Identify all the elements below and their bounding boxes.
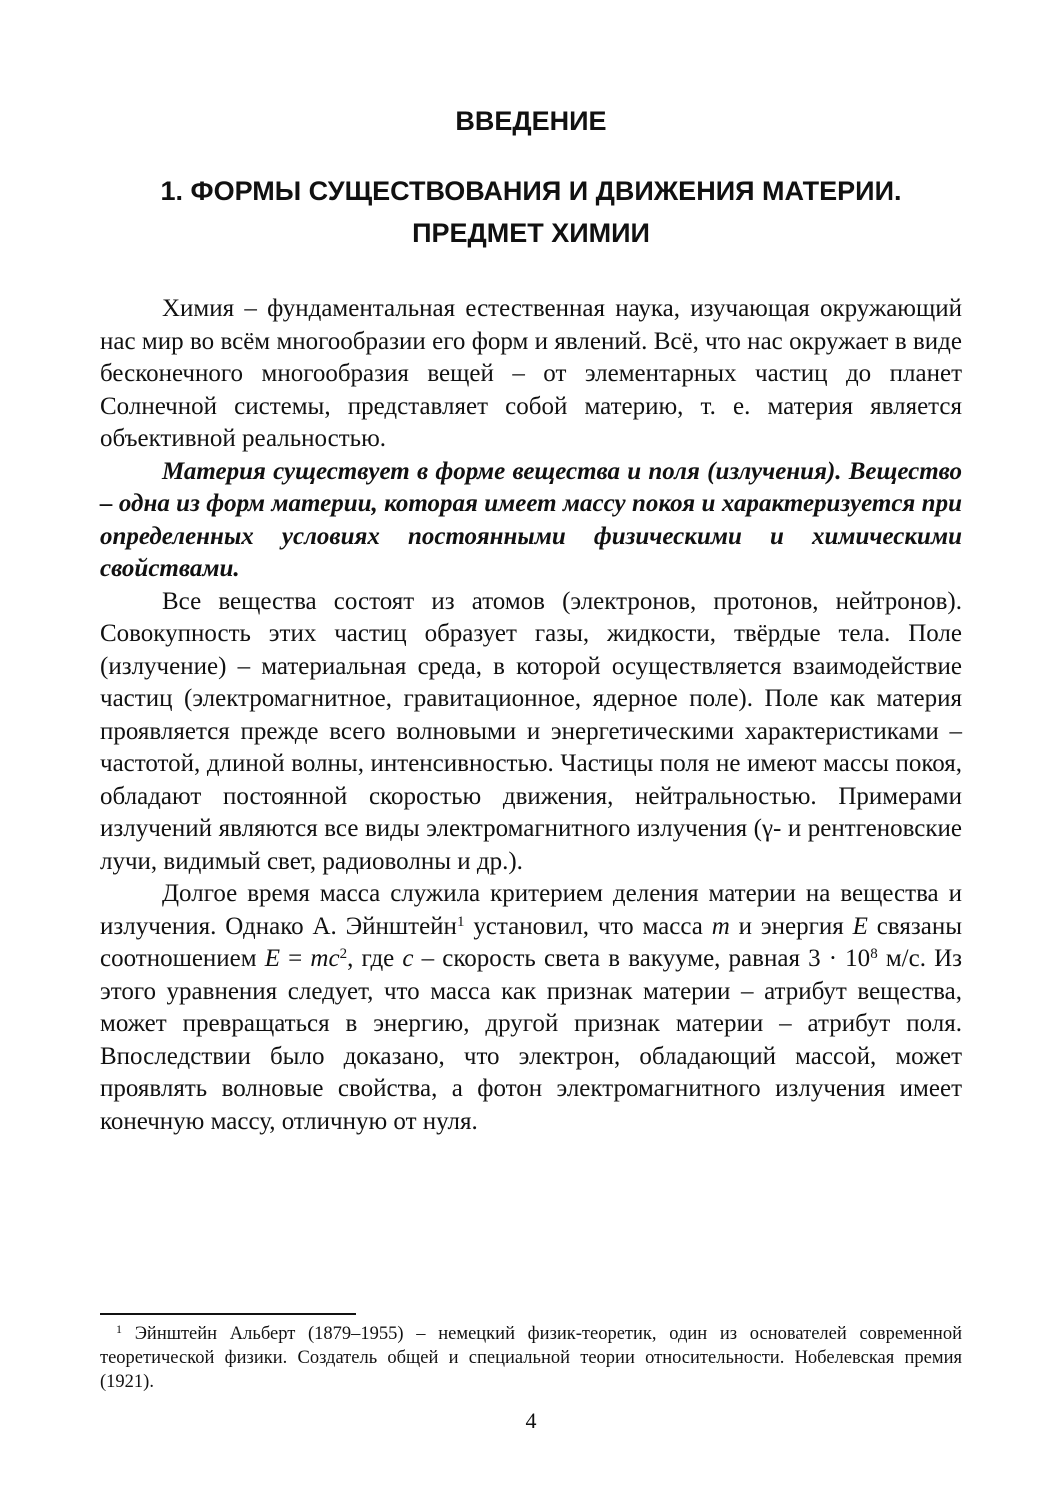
p4-text-4: связаны соотношением: [100, 912, 963, 972]
section-title: [100, 170, 962, 254]
footnote-reference[interactable]: 1: [456, 913, 465, 930]
body-text: [100, 293, 962, 1138]
footnote-mark: 1: [116, 1322, 122, 1336]
footnote: [100, 1322, 962, 1394]
formula-rhs: mc: [310, 945, 340, 972]
variable-E: E: [852, 912, 868, 940]
formula-lhs: E: [264, 945, 281, 972]
variable-c: c: [402, 945, 414, 972]
footnote-text: Эйнштейн Альберт (1879–1955) – немецкий физик-теоретик, один из основателей современной теоретической физики. Создатель общей и специальной теории относительности. Нобелевская премия (1921).: [100, 1324, 962, 1392]
page-number: 4: [525, 1408, 537, 1433]
footnote-separator: [100, 1313, 356, 1315]
formula-exponent: 2: [339, 945, 348, 962]
section-title-line-1: 1. ФОРМЫ СУЩЕСТВОВАНИЯ И ДВИЖЕНИЯ МАТЕРИИ.: [160, 176, 902, 206]
p4-text-5: , где: [347, 945, 403, 972]
paragraph-2-definition: Материя существует в форме вещества и поля (излучения). Вещество – одна из форм материи, которая имеет массу покоя и характеризуется при определенных условиях постоянными физическими и химическими свойствами.: [100, 457, 962, 582]
speed-exponent: 8: [870, 945, 878, 962]
formula-equals: =: [280, 945, 311, 972]
variable-m: m: [711, 912, 730, 940]
p4-text-2: установил, что масса: [464, 912, 712, 940]
p4-text-7: м/с. Из этого уравнения следует, что масса как признак материи – атрибут вещества, может превращаться в энергию, другой признак материи – атрибут поля. Впоследствии было доказано, что электрон, обладающий массой, может проявлять волновые свойства, а фотон электромагнитного излучения имеет конечную массу, отличную от нуля.: [100, 945, 963, 1135]
paragraph-3: Все вещества состоят из атомов (электронов, протонов, нейтронов). Совокупность этих частиц образует газы, жидкости, твёрдые тела. Поле (излучение) – материальная среда, в которой осуществляется взаимодействие частиц (электромагнитное, гравитационное, ядерное поле). Поле как материя проявляется прежде всего волновыми и энергетическими характеристиками – частотой, длиной волны, интенсивностью. Частицы поля не имеют массы покоя, обладают постоянной скоростью движения, нейтральностью. Примерами излучений являются все виды электромагнитного излучения (γ- и рентгеновские лучи, видимый свет, радиоволны и др.).: [100, 587, 962, 875]
p4-text-1: Долгое время масса служила критерием деления материи на вещества и излучения. Однако А. Эйнштейн: [100, 880, 962, 940]
paragraph-1: Химия – фундаментальная естественная наука, изучающая окружающий нас мир во всём многообразии его форм и явлений. Всё, что нас окружает в виде бесконечного многообразия вещей – от элементарных частиц до планет Солнечной системы, представляет собой материю, т. е. материя является объективной реальностью.: [100, 295, 962, 452]
paragraph-4: [100, 878, 962, 1138]
section-title-line-2: ПРЕДМЕТ ХИМИИ: [412, 218, 650, 248]
chapter-title: ВВЕДЕНИЕ: [455, 106, 607, 136]
document-page: [100, 0, 962, 1500]
p4-text-3: и энергия: [729, 912, 853, 940]
p4-text-6: – скорость света в вакууме, равная 3 · 10: [413, 945, 871, 972]
